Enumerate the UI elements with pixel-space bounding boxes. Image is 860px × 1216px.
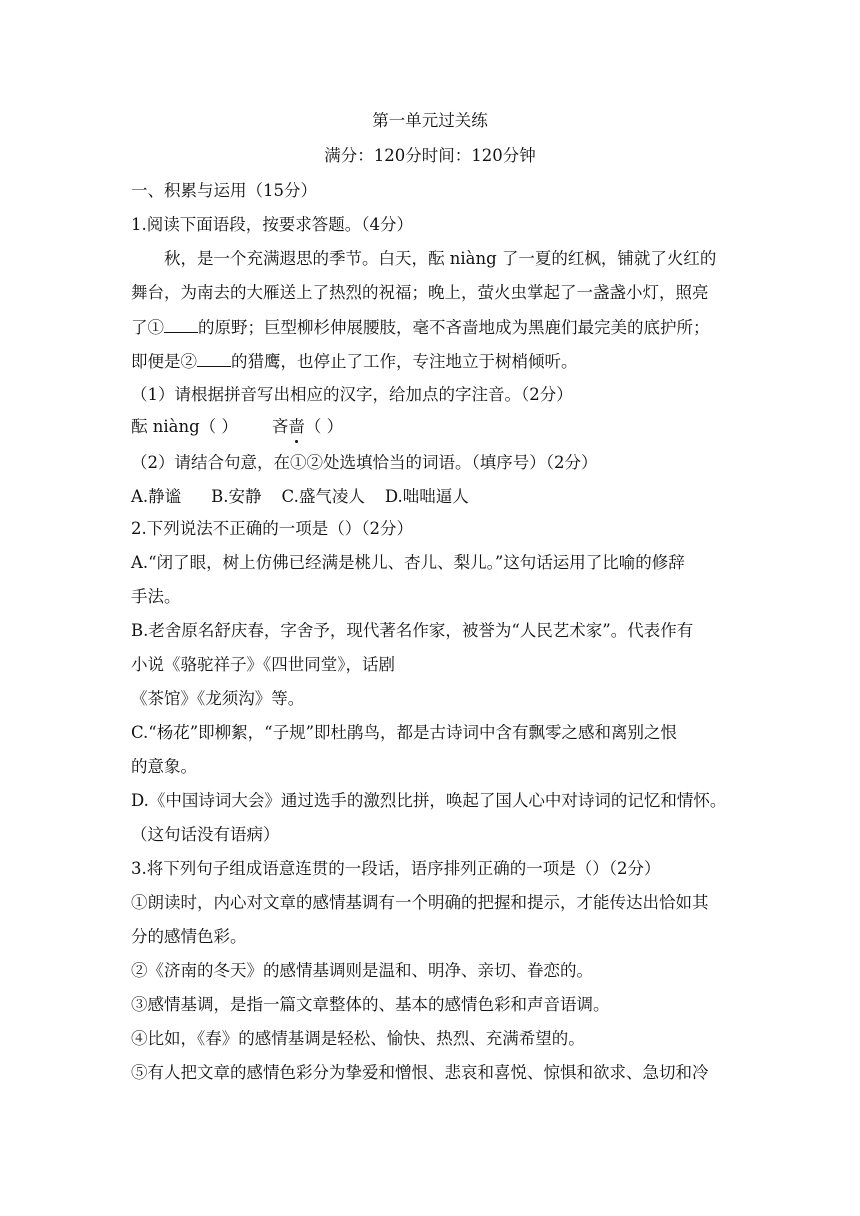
q3-sentence-3: ③感情基调，是指一篇文章整体的、基本的感情色彩和声音语调。 — [131, 995, 610, 1014]
q2-option-c-cont: 的意象。 — [131, 757, 197, 776]
q2-stem: 2.下列说法不正确的一项是（）（2分） — [131, 519, 413, 538]
passage-text: 了① — [131, 318, 164, 337]
fill-item-pinyin: 酝 niàng（ ） — [131, 417, 238, 436]
q2-option-a-cont: 手法。 — [131, 587, 181, 606]
q2-option-b-cont: 小说《骆驼祥子》《四世同堂》，话剧 — [131, 655, 395, 674]
q1-options — [131, 486, 731, 508]
q1-fill-line — [131, 416, 731, 438]
q2-option-d: D.《中国诗词大会》通过选手的激烈比拼，唤起了国人心中对诗词的记忆和情怀。 — [131, 791, 727, 810]
q3-sentence-1: ①朗读时，内心对文章的感情基调有一个明确的把握和提示，才能传达出恰如其 — [131, 893, 709, 912]
option-b: B.安静 — [211, 487, 262, 506]
q1-stem: 1.阅读下面语段，按要求答题。（4分） — [131, 215, 413, 234]
q2-option-b-cont: 《茶馆》《龙须沟》等。 — [131, 689, 305, 708]
page-title: 第一单元过关练 — [372, 111, 488, 130]
option-a: A.静谧 — [131, 487, 182, 506]
q3-stem: 3.将下列句子组成语意连贯的一段话，语序排列正确的一项是（）（2分） — [131, 859, 661, 878]
passage-text: 的猎鹰，也停止了工作，专注地立于树梢倾听。 — [231, 352, 578, 371]
passage-text: 的原野；巨型柳杉伸展腰肢，毫不吝啬地成为黑鹿们最完美的底护所； — [198, 318, 710, 337]
fill-item-char: 吝 — [271, 417, 289, 436]
q3-sentence-1-cont: 分的感情色彩。 — [131, 927, 247, 946]
q3-sentence-4: ④比如，《春》的感情基调是轻松、愉快、热烈、充满希望的。 — [131, 1029, 585, 1048]
page-subtitle: 满分：120分时间：120分钟 — [324, 146, 536, 165]
option-c: C.盛气凌人 — [281, 487, 365, 506]
q1-passage-line — [131, 350, 731, 373]
q1-passage-line: 秋，是一个充满遐思的季节。白天，酝 niàng 了一夏的红枫，铺就了火红的 — [164, 249, 717, 268]
answer-blank-1[interactable] — [164, 316, 198, 333]
dotted-char: 啬 — [288, 417, 305, 436]
q2-option-b: B.老舍原名舒庆春，字舍予，现代著名作家，被誉为“人民艺术家”。代表作有 — [131, 621, 694, 640]
q2-option-d-cont: （这句话没有语病） — [131, 825, 280, 844]
q2-option-c: C.“杨花”即柳絮，“子规”即杜鹃鸟，都是古诗词中含有飘零之感和离别之恨 — [131, 723, 678, 742]
q1-passage-line: 舞台，为南去的大雁送上了热烈的祝福；晚上，萤火虫掌起了一盏盏小灯，照亮 — [131, 283, 709, 302]
fill-item-paren: （ ） — [304, 417, 344, 436]
q1-passage-line — [131, 316, 731, 339]
q3-sentence-2: ②《济南的冬天》的感情基调则是温和、明净、亲切、眷恋的。 — [131, 961, 593, 980]
passage-text: 即便是② — [131, 352, 197, 371]
q1-subquestion-1: （1）请根据拼音写出相应的汉字，给加点的字注音。（2分） — [131, 385, 573, 404]
answer-blank-2[interactable] — [197, 350, 231, 367]
q1-subquestion-2: （2）请结合句意，在①②处选填恰当的词语。（填序号）（2分） — [131, 453, 598, 472]
q3-sentence-5: ⑤有人把文章的感情色彩分为挚爱和憎恨、悲哀和喜悦、惊惧和欲求、急切和冷 — [131, 1063, 709, 1082]
option-d: D.咄咄逼人 — [384, 487, 469, 506]
section-heading: 一、积累与运用（15分） — [131, 181, 317, 200]
q2-option-a: A.“闭了眼，树上仿佛已经满是桃儿、杏儿、梨儿。”这句话运用了比喻的修辞 — [131, 553, 685, 572]
